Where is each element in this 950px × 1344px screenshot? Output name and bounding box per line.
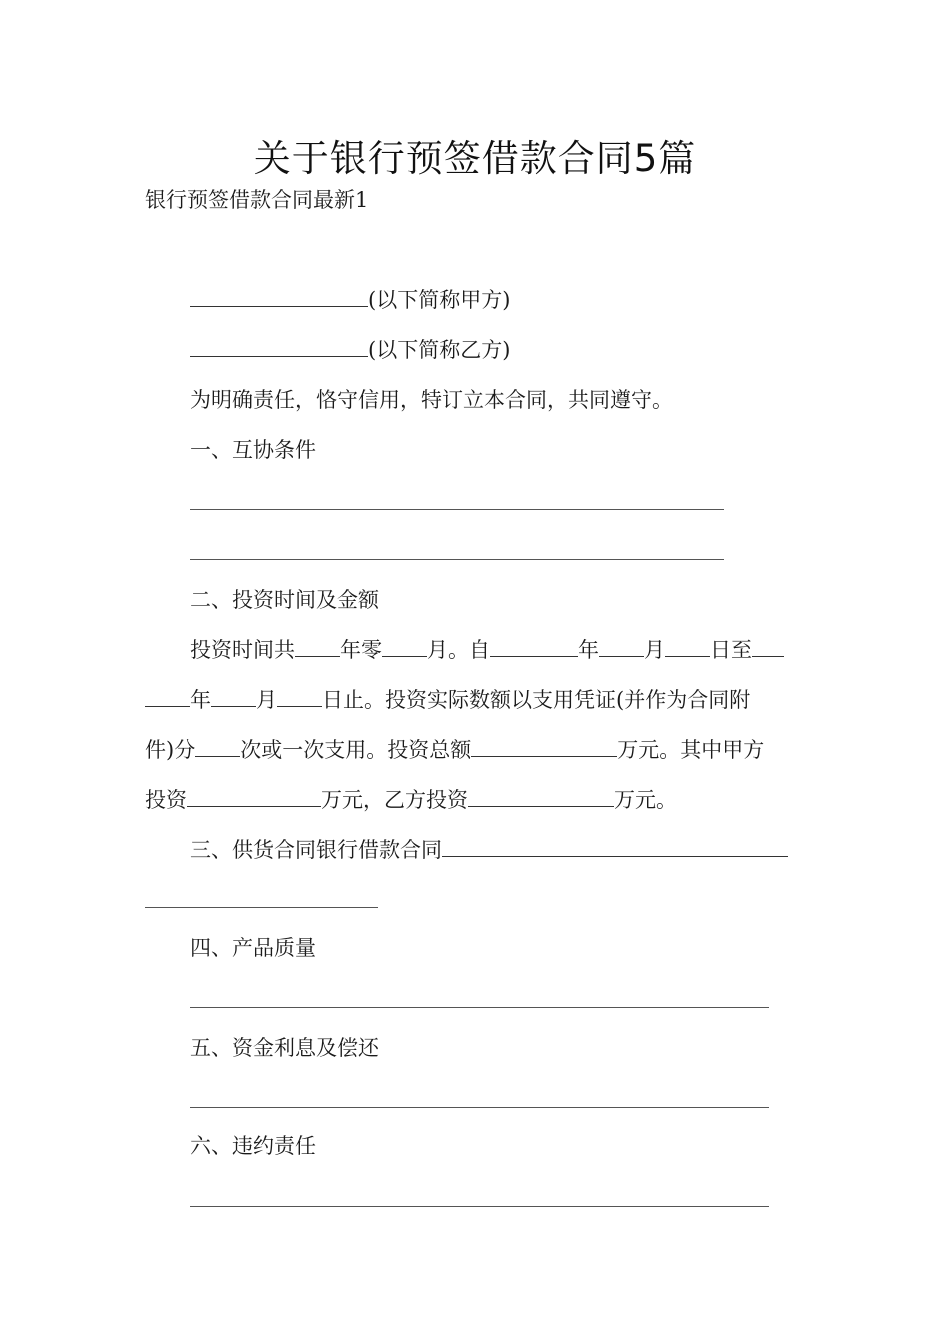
blank xyxy=(468,786,614,807)
blank xyxy=(752,636,784,657)
s2-line-4 xyxy=(145,786,677,814)
text-span: 年 xyxy=(578,638,599,662)
text-span: 万元，乙方投资 xyxy=(321,788,468,812)
text-span: 月 xyxy=(256,688,277,712)
preamble-text: 为明确责任，恪守信用，特订立本合同，共同遵守。 xyxy=(190,388,673,412)
party-b-line xyxy=(190,336,510,364)
blank-rule xyxy=(190,1107,769,1108)
blank xyxy=(490,636,578,657)
blank-rule xyxy=(190,1007,769,1008)
s2-line-3 xyxy=(145,736,764,764)
s2-line-2 xyxy=(145,686,750,714)
section-heading-6: 六、违约责任 xyxy=(190,1134,316,1158)
blank xyxy=(145,686,190,707)
blank xyxy=(471,736,617,757)
text-span: 次或一次支用。投资总额 xyxy=(240,738,472,762)
text-span: 投资 xyxy=(145,788,187,812)
text-span: 投资时间共 xyxy=(190,638,295,662)
blank xyxy=(211,686,256,707)
text-span: 日止。投资实际数额以支用凭证(并作为合同附 xyxy=(322,688,751,712)
text-span: 年 xyxy=(190,688,211,712)
text-span: 件)分 xyxy=(145,738,196,762)
blank-rule xyxy=(190,509,724,510)
section-heading-5: 五、资金利息及偿还 xyxy=(190,1036,379,1060)
text-span: 月。自 xyxy=(427,638,490,662)
party-a-line xyxy=(190,286,510,314)
blank xyxy=(599,636,644,657)
section-heading-1: 一、互协条件 xyxy=(190,438,316,462)
text-span: 万元。其中甲方 xyxy=(617,738,765,762)
blank-rule xyxy=(190,559,724,560)
section-heading-3 xyxy=(190,836,788,864)
party-b-blank xyxy=(190,336,368,357)
document-subtitle: 银行预签借款合同最新1 xyxy=(145,188,369,212)
party-b-label: (以下简称乙方) xyxy=(368,338,511,362)
section-heading-4: 四、产品质量 xyxy=(190,936,316,960)
blank xyxy=(195,736,240,757)
blank xyxy=(295,636,340,657)
section-heading-2: 二、投资时间及金额 xyxy=(190,588,379,612)
party-a-blank xyxy=(190,286,368,307)
text-span: 月 xyxy=(644,638,665,662)
text-span: 三、供货合同银行借款合同 xyxy=(190,838,442,862)
party-a-label: (以下简称甲方) xyxy=(368,288,511,312)
blank xyxy=(382,636,427,657)
blank-rule xyxy=(190,1206,769,1207)
blank xyxy=(442,836,788,857)
text-span: 日至 xyxy=(710,638,752,662)
blank xyxy=(665,636,710,657)
page-title: 关于银行预签借款合同5篇 xyxy=(253,137,697,180)
blank xyxy=(277,686,322,707)
text-span: 万元。 xyxy=(614,788,677,812)
s2-line-1 xyxy=(190,636,784,664)
blank-rule xyxy=(145,907,378,908)
text-span: 年零 xyxy=(340,638,382,662)
blank xyxy=(187,786,321,807)
